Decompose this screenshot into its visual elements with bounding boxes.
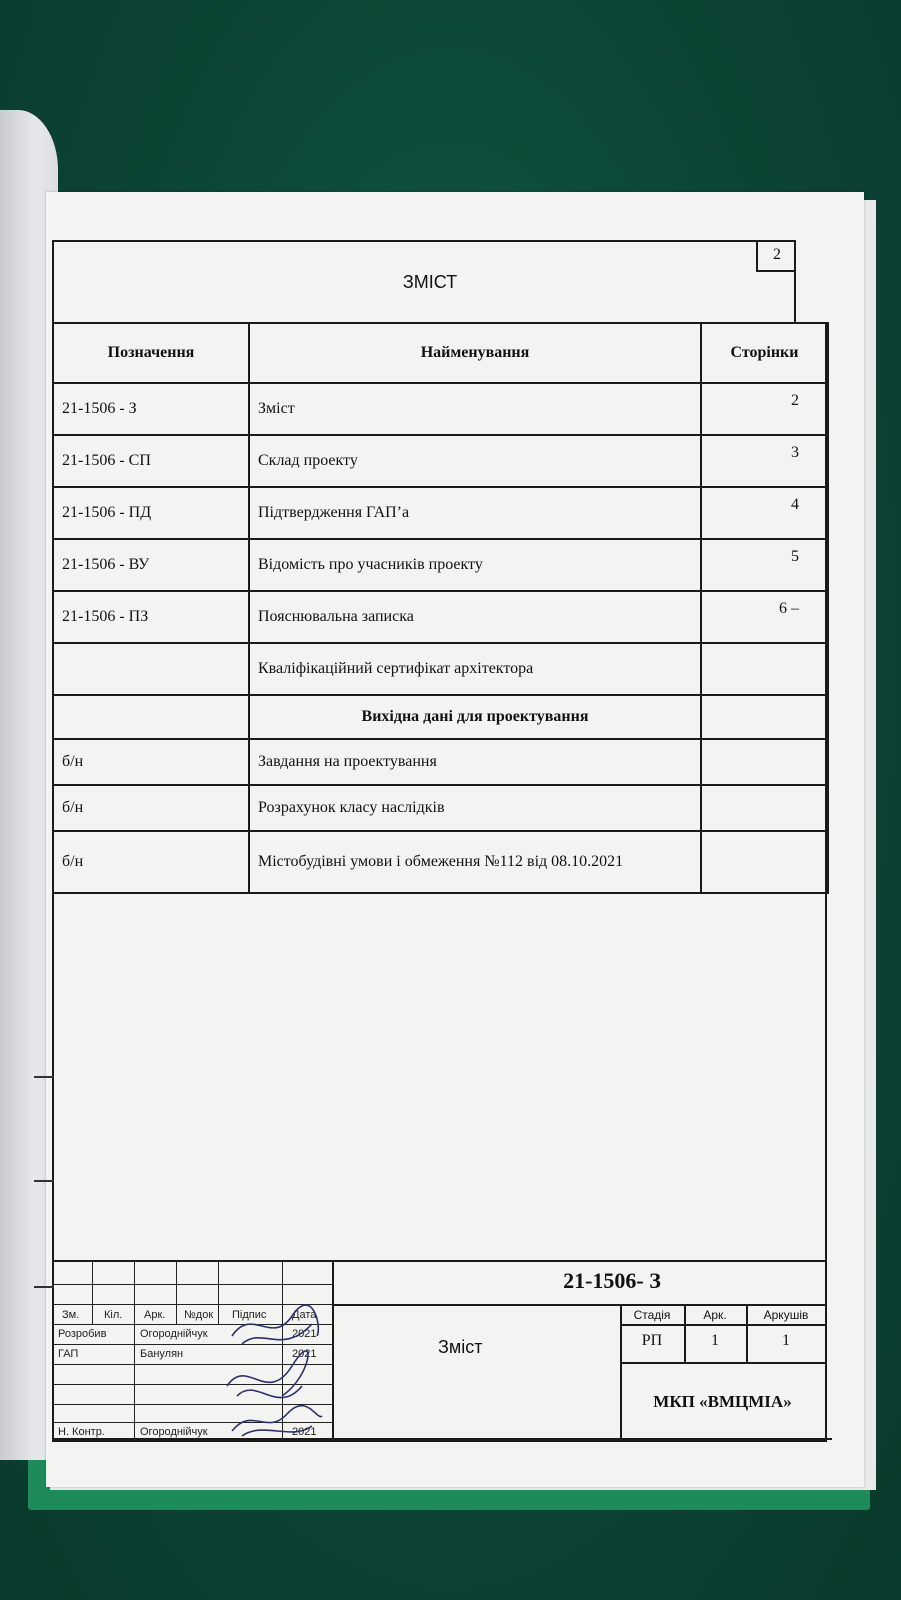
row-pages: 6 –	[701, 591, 828, 643]
organization-name: МКП «ВМЦМІА»	[653, 1392, 792, 1411]
section-empty-cell	[53, 695, 249, 739]
row-pages	[701, 643, 828, 695]
col-header-sheet: Арк.	[144, 1309, 166, 1321]
role-developer: Розробив	[58, 1328, 107, 1340]
table-row	[53, 383, 828, 435]
col-header-change: Зм.	[62, 1309, 80, 1321]
col-header-count: Кіл.	[104, 1309, 123, 1321]
row-name: Склад проекту	[249, 435, 701, 487]
section-title: Вихідна дані для проектування	[249, 695, 701, 739]
document-code: 21-1506- З	[563, 1268, 661, 1293]
name-developer: Огороднійчук	[140, 1328, 208, 1340]
role-gap: ГАП	[58, 1348, 79, 1360]
row-name: Містобудівні умови і обмеження №112 від 08.10.2021	[249, 831, 701, 893]
date-developer: 2021	[292, 1328, 317, 1340]
sheet-title: Зміст	[438, 1337, 483, 1357]
name-gap: Банулян	[140, 1348, 184, 1360]
stage-header: Стадія	[633, 1308, 671, 1322]
row-code: 21-1506 - ПЗ	[53, 591, 249, 643]
role-norm-control: Н. Контр.	[58, 1426, 105, 1438]
table-row	[53, 643, 828, 695]
row-name: Розрахунок класу наслідків	[249, 785, 701, 831]
table-row	[53, 785, 828, 831]
frame-top-line	[52, 240, 794, 242]
col-header-date: Дата	[292, 1309, 317, 1321]
row-pages	[701, 785, 828, 831]
stage-value: РП	[641, 1332, 663, 1349]
row-pages: 3	[701, 435, 828, 487]
table-row	[53, 739, 828, 785]
row-name: Кваліфікаційний сертифікат архітектора	[249, 643, 701, 695]
date-gap: 2021	[292, 1348, 317, 1360]
row-pages: 4	[701, 487, 828, 539]
row-code: б/н	[53, 785, 249, 831]
table-header-row	[53, 323, 828, 383]
table-row	[53, 591, 828, 643]
section-row	[53, 695, 828, 739]
row-pages: 2	[701, 383, 828, 435]
col-header-signature: Підпис	[232, 1309, 267, 1321]
row-code	[53, 643, 249, 695]
handwritten-signatures	[222, 1296, 332, 1442]
section-empty-cell	[701, 695, 828, 739]
row-name: Пояснювальна записка	[249, 591, 701, 643]
sheet-value: 1	[711, 1332, 719, 1349]
row-name: Завдання на проектування	[249, 739, 701, 785]
table-row	[53, 831, 828, 893]
sheet-number: 2	[756, 240, 796, 272]
title-block	[52, 1260, 827, 1442]
row-pages: 5	[701, 539, 828, 591]
table-row	[53, 435, 828, 487]
col-header-doc: №док	[184, 1309, 214, 1321]
sheets-value: 1	[782, 1332, 790, 1349]
header-name: Найменування	[249, 323, 701, 383]
row-code: б/н	[53, 831, 249, 893]
table-row	[53, 539, 828, 591]
row-code: б/н	[53, 739, 249, 785]
row-name: Зміст	[249, 383, 701, 435]
row-pages	[701, 739, 828, 785]
header-pages: Сторінки	[701, 323, 828, 383]
row-name: Відомість про учасників проекту	[249, 539, 701, 591]
sheets-header: Аркушів	[763, 1308, 809, 1322]
header-designation: Позначення	[53, 323, 249, 383]
date-norm-control: 2021	[292, 1426, 317, 1438]
binding-margin-lines	[34, 1076, 54, 1446]
row-pages	[701, 831, 828, 893]
row-code: 21-1506 - ВУ	[53, 539, 249, 591]
page-title: ЗМІСТ	[402, 272, 458, 292]
row-name: Підтвердження ГАП’а	[249, 487, 701, 539]
table-row	[53, 487, 828, 539]
sheet-header: Арк.	[703, 1308, 727, 1322]
row-code: 21-1506 - З	[53, 383, 249, 435]
name-norm-control: Огороднійчук	[140, 1426, 208, 1438]
contents-table	[52, 322, 829, 894]
row-code: 21-1506 - СП	[53, 435, 249, 487]
row-code: 21-1506 - ПД	[53, 487, 249, 539]
